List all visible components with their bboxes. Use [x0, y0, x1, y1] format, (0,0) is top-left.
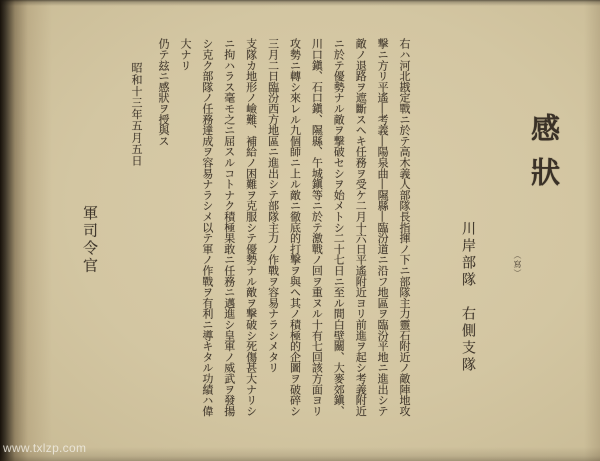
body-text-column: 撃ニ方リ平遙―考義―陽泉曲―隰縣―臨汾道ニ沿フ地區ヲ臨汾平地ニ進出シテ — [376, 38, 390, 417]
citation-body-text — [152, 38, 415, 422]
page-title: 感狀 — [527, 113, 561, 201]
body-text-column: 三月二日臨汾西方地區ニ進出シテ部隊主力ノ作戰ヲ容易ナラシメタリ — [266, 38, 280, 373]
body-text-column: 仍テ玆ニ感狀ヲ授與ス — [157, 38, 171, 147]
body-text-column: ニ於テ優勢ナル敵ヲ撃破セシヲ始メトシ二十七日ニ至ル間白壁關、大麥郊鎭、 — [332, 38, 346, 417]
body-text-column: 右ハ河北戡定戰ニ於テ高木義人部隊長指揮ノ下ニ部隊主力靈石附近ノ敵陣地攻 — [398, 38, 411, 417]
body-text-column: 川口鎭、石口鎭、隰縣、午城鎭等ニ於テ激戰ノ回ヲ重ヌル十有七回該方面ヨリ — [310, 38, 324, 417]
watermark-text: www.txlzp.com — [3, 441, 87, 455]
body-text-column: 敵ノ退路ヲ遮斷スヘキ任務ヲ受ケ二月十六日平遙附近ヨリ前進ヲ起シ考義附近 — [354, 38, 368, 417]
body-text-column: ニ拘ハラス毫モ之ニ屈スルコトナク積極果敢ニ任務ニ邁進シ皇軍ノ威武ヲ發揚 — [222, 38, 236, 417]
body-text-column: 大ナリ — [178, 38, 192, 71]
copy-mark: （寫） — [513, 251, 522, 278]
signature-army-commander: 軍司令官 — [81, 205, 99, 275]
body-text-column: 支隊カ地形ノ嶮難、補給ノ困難ヲ克服シテ優勢ナル敵ヲ撃破シ死傷甚大ナリシ — [244, 38, 258, 417]
addressee-unit-name: 川岸部隊 右側支隊 — [460, 221, 476, 374]
date-line: 昭和十三年五月五日 — [130, 62, 143, 167]
body-text-column: 攻勢ニ轉シ來レル九個師ニ上ル敵ニ徹底的打撃ヲ與ヘ其ノ積極的企圖ヲ破碎シ — [288, 38, 302, 417]
body-text-column: シ克ク部隊ノ任務達成ヲ容易ナラシメ以テ軍ノ作戰ヲ有利ニ導キタル功績ハ偉 — [200, 38, 214, 417]
